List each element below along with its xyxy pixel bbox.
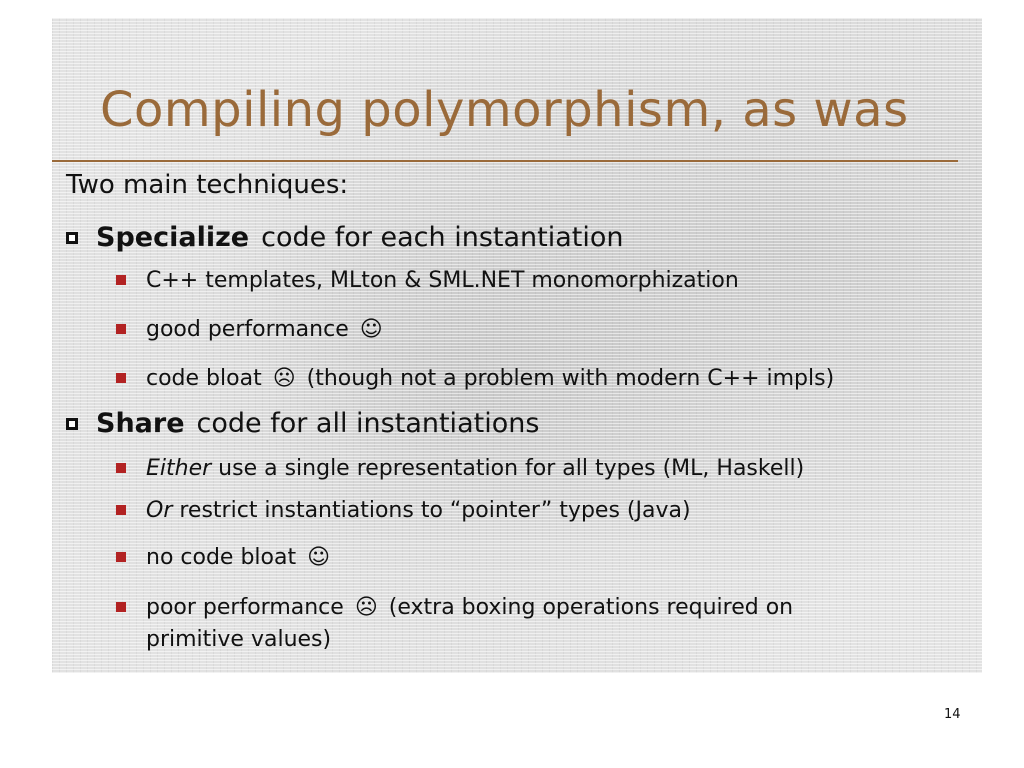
section-text: code for all instantiations — [196, 408, 540, 439]
title-underline — [52, 160, 958, 162]
slide-title: Compiling polymorphism, as was — [100, 82, 909, 138]
list-item — [116, 265, 739, 297]
square-bullet-icon — [116, 324, 126, 334]
section-specialize — [66, 222, 624, 253]
list-item-note: (extra boxing operations required on — [388, 595, 794, 620]
square-bullet-icon — [116, 373, 126, 383]
hollow-square-bullet-icon — [66, 232, 78, 244]
list-item-text: good performance — [146, 317, 349, 342]
smiley-icon: ☺ — [359, 317, 383, 342]
list-item-lead: Or — [146, 498, 173, 523]
list-item-text: use a single representation for all types (ML, Haskell) — [218, 456, 805, 481]
list-item — [116, 314, 387, 346]
page-number: 14 — [944, 707, 961, 722]
list-item — [116, 363, 834, 395]
list-item-text: C++ templates, MLton & SML.NET monomorphization — [146, 268, 739, 293]
list-item-text: poor performance — [146, 595, 344, 620]
list-item-note: (though not a problem with modern C++ impls) — [306, 366, 835, 391]
list-item-text: restrict instantiations to “pointer” types (Java) — [179, 498, 691, 523]
square-bullet-icon — [116, 505, 126, 515]
square-bullet-icon — [116, 602, 126, 612]
intro-text: Two main techniques: — [66, 170, 349, 200]
section-keyword: Share — [96, 408, 185, 439]
list-item-text: no code bloat — [146, 545, 297, 570]
section-share — [66, 408, 539, 439]
frown-icon: ☹ — [272, 366, 296, 391]
square-bullet-icon — [116, 552, 126, 562]
square-bullet-icon — [116, 275, 126, 285]
list-item — [116, 495, 691, 527]
list-item-note-continued: primitive values) — [146, 627, 332, 652]
list-item — [116, 592, 936, 656]
list-item — [116, 542, 334, 574]
list-item-lead: Either — [146, 456, 212, 481]
section-keyword: Specialize — [96, 222, 250, 253]
frown-icon: ☹ — [354, 595, 378, 620]
smiley-icon: ☺ — [307, 545, 331, 570]
square-bullet-icon — [116, 463, 126, 473]
hollow-square-bullet-icon — [66, 418, 78, 430]
list-item-text: code bloat — [146, 366, 262, 391]
list-item — [116, 453, 804, 485]
section-text: code for each instantiation — [261, 222, 624, 253]
